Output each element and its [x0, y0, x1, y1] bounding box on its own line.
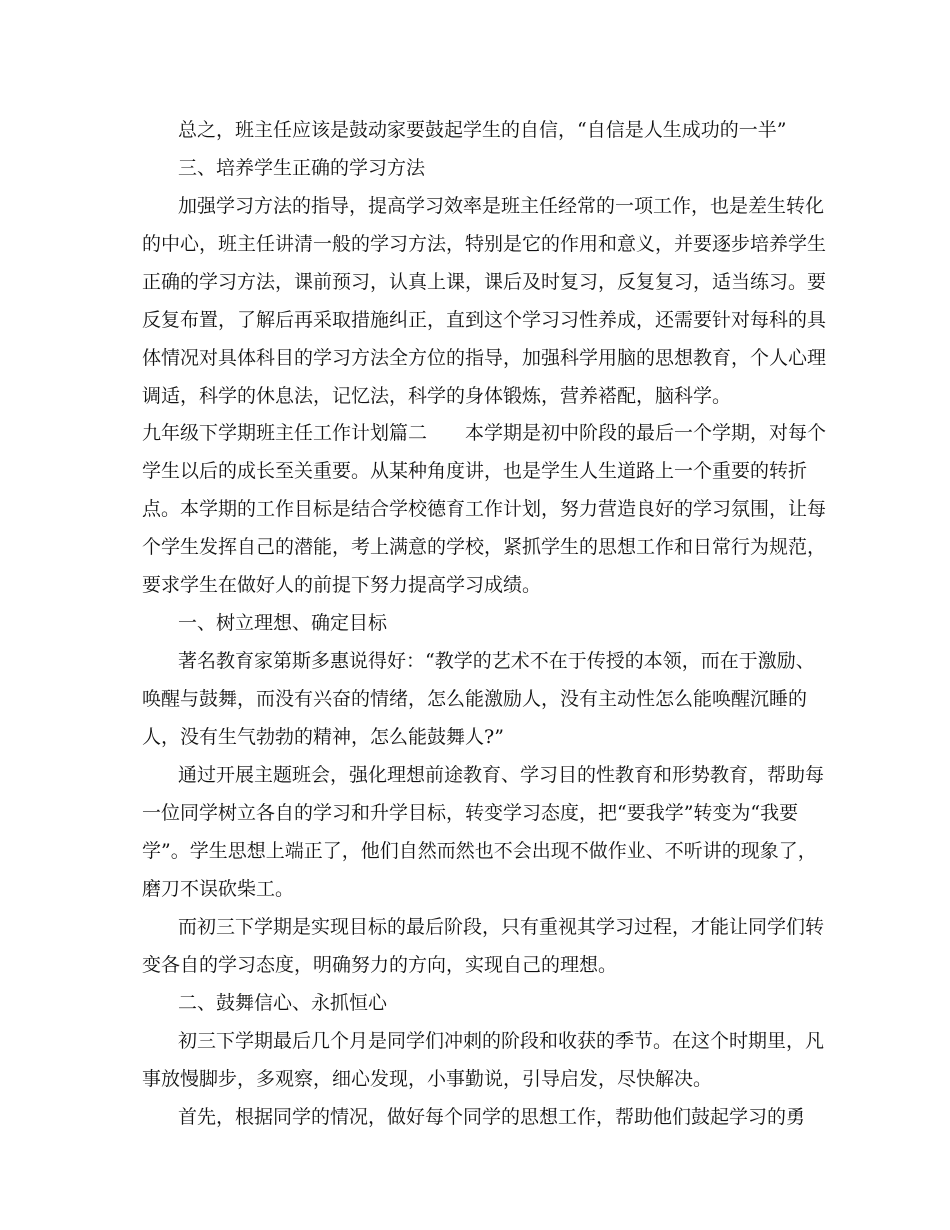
paragraph-line: 通过开展主题班会，强化理想前途教育、学习目的性教育和形势教育，帮助每: [178, 764, 825, 786]
paragraph-line: 唤醒与鼓舞，而没有兴奋的情绪，怎么能激励人，没有主动性怎么能唤醒沉睡的: [142, 688, 808, 710]
section-heading: 一、树立理想、确定目标: [178, 612, 388, 634]
paragraph-line: 一位同学树立各自的学习和升学目标，转变学习态度，把“要我学”转变为“我要: [142, 802, 799, 824]
paragraph-line: 而初三下学期是实现目标的最后阶段，只有重视其学习过程，才能让同学们转: [178, 916, 825, 938]
paragraph-line: 反复布置，了解后再采取措施纠正，直到这个学习习性养成，还需要针对每科的具: [142, 309, 827, 331]
section-heading: 二、鼓舞信心、永抓恒心: [178, 992, 388, 1014]
paragraph-line: 人，没有生气勃勃的精神，怎么能鼓舞人?”: [142, 726, 504, 748]
paragraph-line: 体情况对具体科目的学习方法全方位的指导，加强科学用脑的思想教育，个人心理: [142, 347, 827, 369]
paragraph-line: 著名教育家第斯多惠说得好：“教学的艺术不在于传授的本领，而在于激励、: [178, 650, 815, 672]
paragraph-line: 正确的学习方法，课前预习，认真上课，课后及时复习，反复复习，适当练习。要: [142, 271, 827, 293]
paragraph-line: 事放慢脚步，多观察，细心发现，小事勤说，引导启发，尽快解决。: [142, 1068, 713, 1090]
paragraph-line: 首先，根据同学的情况，做好每个同学的思想工作，帮助他们鼓起学习的勇: [178, 1106, 806, 1128]
paragraph-line: 要求学生在做好人的前提下努力提高学习成绩。: [142, 574, 542, 596]
paragraph-line: 学生以后的成长至关重要。从某种角度讲，也是学生人生道路上一个重要的转折: [142, 460, 808, 482]
paragraph-line: 总之，班主任应该是鼓动家要鼓起学生的自信，“自信是人生成功的一半”: [178, 119, 787, 141]
paragraph-line: 调适，科学的休息法，记忆法，科学的身体锻炼，营养褡配，脑科学。: [142, 385, 732, 407]
paragraph-line: 变各自的学习态度，明确努力的方向，实现自己的理想。: [142, 954, 618, 976]
paragraph-line: 磨刀不误砍柴工。: [142, 878, 295, 900]
paragraph-line: 的中心，班主任讲清一般的学习方法，特别是它的作用和意义，并要逐步培养学生: [142, 233, 827, 255]
paragraph-line: 点。本学期的工作目标是结合学校德育工作计划，努力营造良好的学习氛围，让每: [142, 498, 827, 520]
paragraph-line: 初三下学期最后几个月是同学们冲刺的阶段和收获的季节。在这个时期里，凡: [178, 1030, 825, 1052]
paragraph-line: 个学生发挥自己的潜能，考上满意的学校，紧抓学生的思想工作和日常行为规范，: [142, 536, 827, 558]
article-title-line: 九年级下学期班主任工作计划篇二 本学期是初中阶段的最后一个学期，对每个: [142, 422, 827, 444]
section-heading: 三、培养学生正确的学习方法: [178, 157, 426, 179]
paragraph-line: 加强学习方法的指导，提高学习效率是班主任经常的一项工作，也是差生转化: [178, 195, 825, 217]
paragraph-line: 学”。学生思想上端正了，他们自然而然也不会出现不做作业、不听讲的现象了，: [142, 840, 817, 862]
